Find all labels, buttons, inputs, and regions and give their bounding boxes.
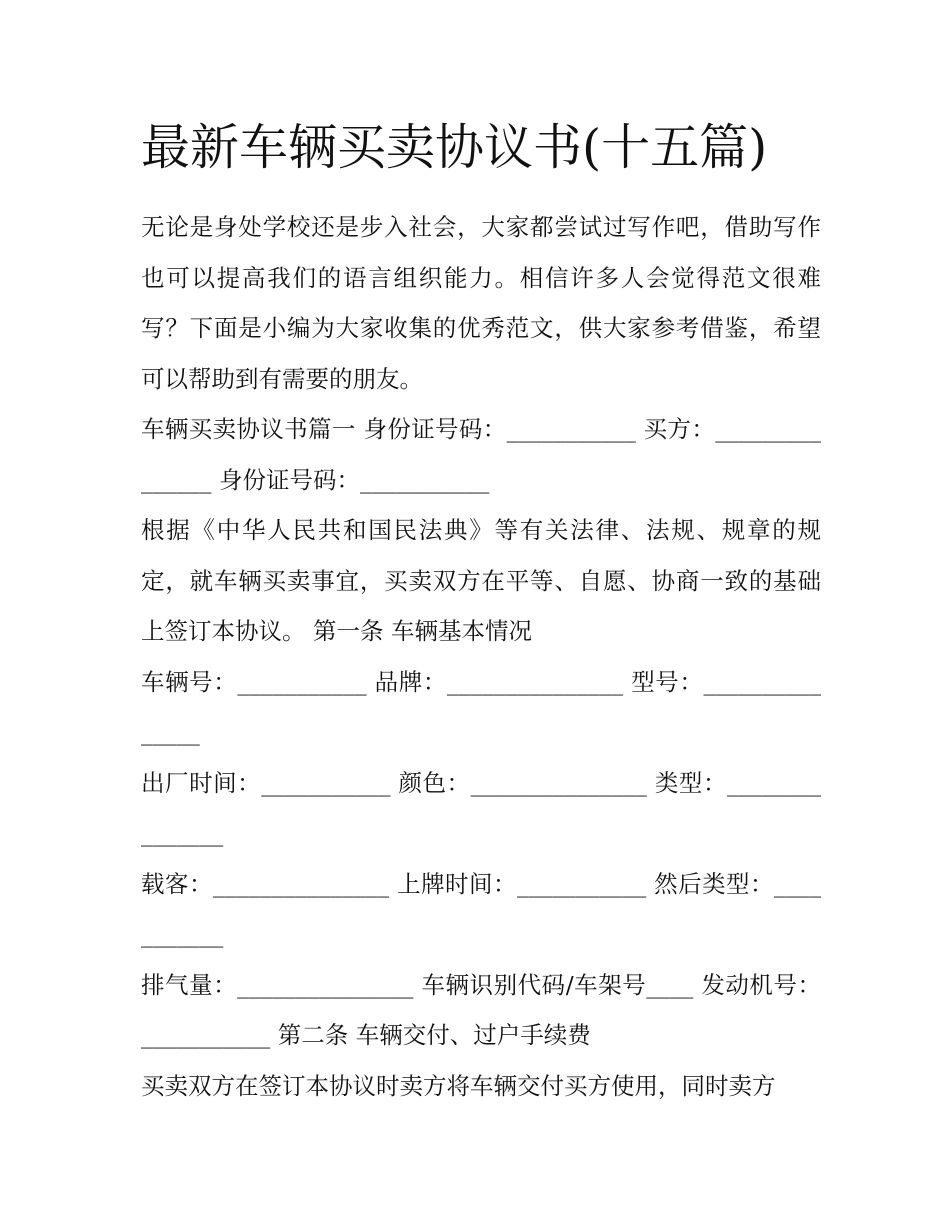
document-title: 最新车辆买卖协议书(十五篇) [141, 119, 768, 176]
legal-basis-paragraph: 根据《中华人民共和国民法典》等有关法律、法规、规章的规定，就车辆买卖事宜，买卖双方在平等、自愿、协商一致的基础上签订本协议。 第一条 车辆基本情况 [141, 516, 821, 645]
document-body [141, 112, 821, 1111]
manufacture-date-paragraph: 出厂时间：___________ 颜色：_______________ 类型：_______________ [141, 768, 821, 847]
vehicle-number-paragraph: 车辆号：___________ 品牌：_______________ 型号：_______________ [141, 667, 821, 746]
passenger-paragraph: 载客：_______________ 上牌时间：___________ 然后类型：___________ [141, 869, 821, 948]
id-number-paragraph: 车辆买卖协议书篇一 身份证号码：___________ 买方：_______________ 身份证号码：___________ [141, 415, 821, 494]
displacement-paragraph: 排气量：_______________ 车辆识别代码/车架号____ 发动机号：___________ 第二条 车辆交付、过户手续费 [141, 970, 821, 1049]
intro-paragraph: 无论是身处学校还是步入社会，大家都尝试过写作吧，借助写作也可以提高我们的语言组织能力。相信许多人会觉得范文很难写？下面是小编为大家收集的优秀范文，供大家参考借鉴，希望可以帮助到有需要的朋友。 [141, 213, 821, 393]
delivery-paragraph: 买卖双方在签订本协议时卖方将车辆交付买方使用，同时卖方 [141, 1071, 776, 1100]
